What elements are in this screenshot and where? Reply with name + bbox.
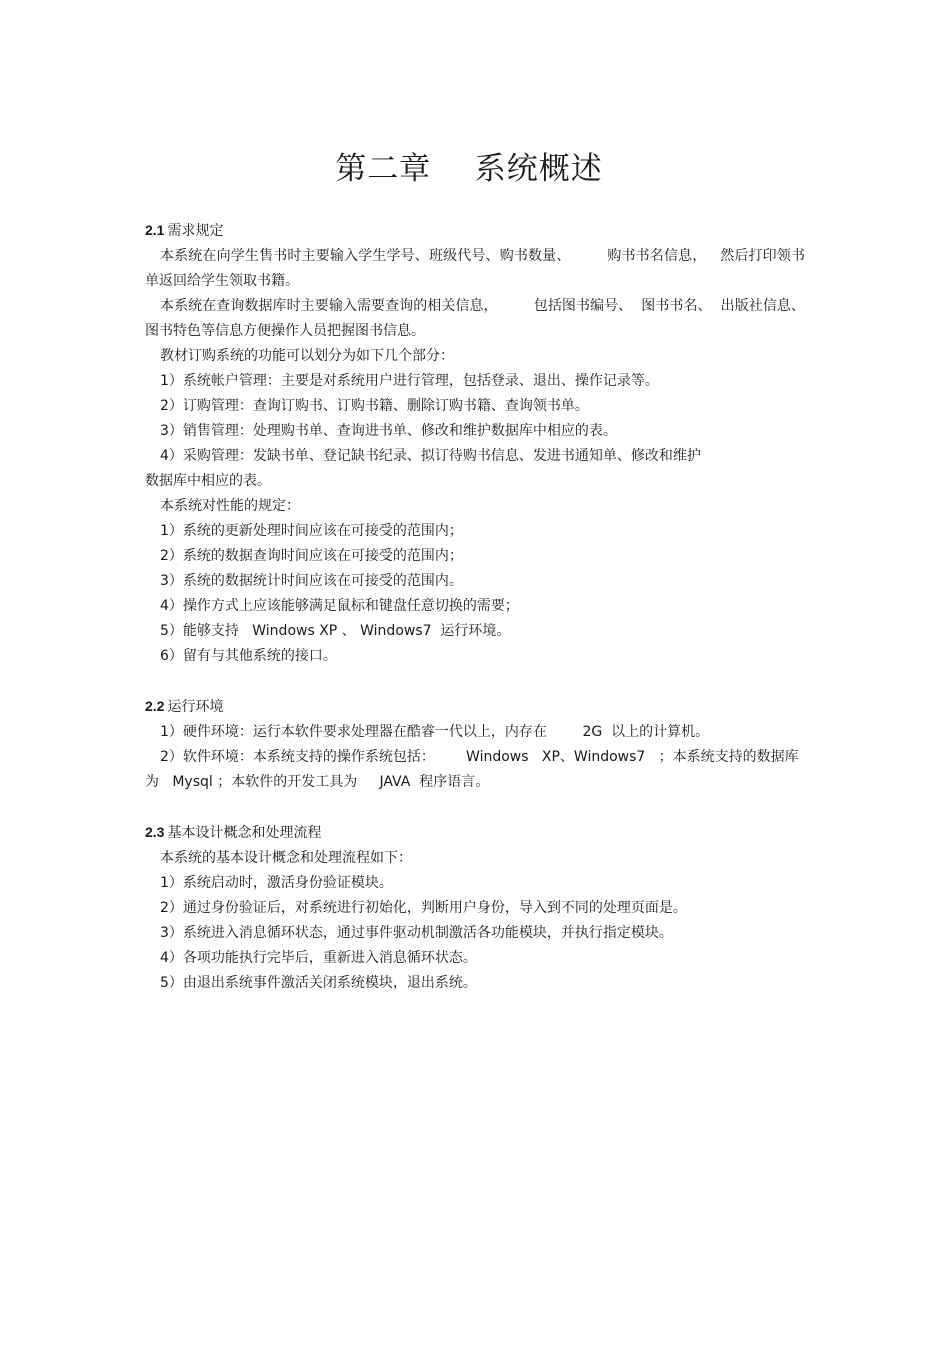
document-body	[145, 218, 805, 996]
chapter-title: 第二章 系统概述	[335, 150, 603, 187]
section-title: 需求规定	[167, 223, 224, 239]
list-item-continuation: 数据库中相应的表。	[145, 473, 271, 489]
list-item: 3）系统的数据统计时间应该在可接受的范围内。	[160, 573, 463, 589]
list-item: 2）软件环境：本系统支持的操作系统包括： Windows XP、Windows7 ；本系统支持的数据库为 Mysql ；本软件的开发工具为 JAVA 程序语言。	[145, 749, 799, 790]
section-number: 2.3	[145, 824, 165, 840]
paragraph: 本系统在向学生售书时主要输入学生学号、班级代号、购书数量、 购书书名信息， 然后打印领书单返回给学生领取书籍。	[145, 248, 805, 289]
paragraph: 本系统在查询数据库时主要输入需要查询的相关信息， 包括图书编号、 图书书名、 出版社信息、图书特色等信息方便操作人员把握图书信息。	[145, 298, 805, 339]
section-heading	[145, 820, 805, 846]
list-item: 5）能够支持 Windows XP 、 Windows7 运行环境。	[160, 623, 511, 639]
paragraph: 本系统对性能的规定：	[160, 498, 300, 514]
list-item: 3）系统进入消息循环状态，通过事件驱动机制激活各功能模块，并执行指定模块。	[160, 925, 673, 941]
list-item: 5）由退出系统事件激活关闭系统模块，退出系统。	[160, 975, 477, 991]
section-heading	[145, 694, 805, 720]
section-environment	[145, 694, 805, 795]
section-design-flow	[145, 820, 805, 996]
list-item: 4）操作方式上应该能够满足鼠标和键盘任意切换的需要；	[160, 598, 519, 614]
list-item: 6）留有与其他系统的接口。	[160, 648, 337, 664]
section-title: 基本设计概念和处理流程	[167, 825, 322, 841]
section-number: 2.2	[145, 698, 165, 714]
list-item: 3）销售管理：处理购书单、查询进书单、修改和维护数据库中相应的表。	[160, 423, 617, 439]
list-item: 4）采购管理：发缺书单、登记缺书纪录、拟订待购书信息、发进书通知单、修改和维护	[160, 448, 701, 464]
section-requirements	[145, 218, 805, 669]
list-item: 2）系统的数据查询时间应该在可接受的范围内；	[160, 548, 463, 564]
list-item: 2）订购管理：查询订购书、订购书籍、删除订购书籍、查询领书单。	[160, 398, 589, 414]
list-item: 4）各项功能执行完毕后，重新进入消息循环状态。	[160, 950, 477, 966]
list-item: 1）硬件环境：运行本软件要求处理器在酷睿一代以上，内存在 2G 以上的计算机。	[160, 724, 710, 740]
list-item: 1）系统的更新处理时间应该在可接受的范围内；	[160, 523, 463, 539]
section-heading	[145, 218, 805, 244]
list-item: 1）系统启动时，激活身份验证模块。	[160, 875, 393, 891]
paragraph: 教材订购系统的功能可以划分为如下几个部分：	[160, 348, 454, 364]
section-number: 2.1	[145, 222, 165, 238]
list-item: 2）通过身份验证后，对系统进行初始化，判断用户身份，导入到不同的处理页面是。	[160, 900, 687, 916]
section-title: 运行环境	[167, 699, 224, 715]
paragraph: 本系统的基本设计概念和处理流程如下：	[160, 850, 412, 866]
list-item: 1）系统帐户管理：主要是对系统用户进行管理，包括登录、退出、操作记录等。	[160, 373, 659, 389]
